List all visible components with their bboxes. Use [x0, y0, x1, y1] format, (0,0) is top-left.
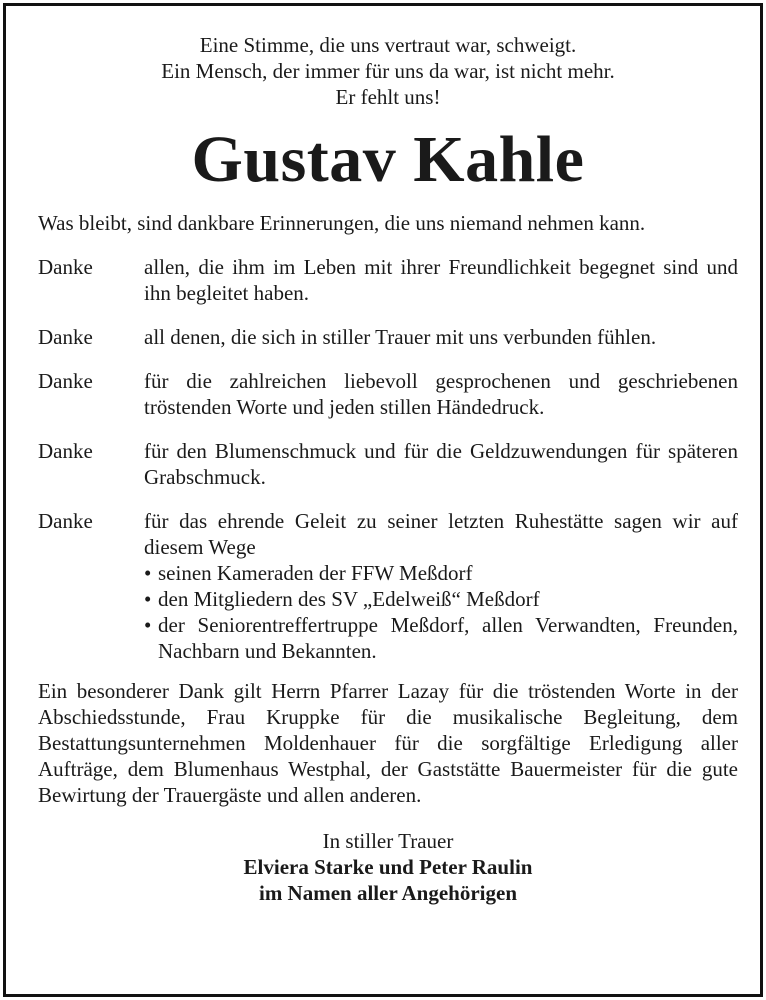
thanks-row — [38, 508, 738, 664]
closing-line-1: In stiller Trauer — [322, 829, 454, 853]
thanks-text: für den Blumenschmuck und für die Geldzuwendungen für späteren Grabschmuck. — [144, 439, 738, 489]
bullet-icon: • — [144, 561, 152, 585]
intro-verse — [38, 32, 738, 110]
list-item-text: seinen Kameraden der FFW Meßdorf — [158, 561, 473, 585]
signatories: Elviera Starke und Peter Raulin — [243, 855, 533, 879]
thanks-label: Danke — [38, 369, 93, 393]
thanks-label: Danke — [38, 439, 93, 463]
thanks-row — [38, 324, 738, 350]
bullet-icon: • — [144, 587, 152, 611]
on-behalf-line: im Namen aller Angehörigen — [258, 881, 517, 905]
notice-content — [38, 32, 738, 906]
special-thanks-paragraph: Ein besonderer Dank gilt Herrn Pfarrer Lazay für die tröstenden Worte in der Abschiedsstunde, Frau Kruppke für die musikalische Begleitung, dem Bestattungsunternehmen Moldenhauer für die sorgfältige Erledigung aller Aufträge, dem Blumenhaus Westphal, der Gaststätte Bauermeister für die gute Bewirtung der Trauergäste und allen anderen. — [38, 679, 738, 807]
obituary-notice — [3, 3, 763, 997]
thanks-text: all denen, die sich in stiller Trauer mit uns verbunden fühlen. — [144, 325, 657, 349]
list-item — [144, 612, 738, 664]
thanks-row — [38, 368, 738, 420]
thanks-text-with-list — [144, 508, 738, 664]
thanks-label: Danke — [38, 325, 93, 349]
list-item — [144, 560, 738, 586]
thanks-text: für die zahlreichen liebevoll gesprochenen und geschriebenen tröstenden Worte und jeden stillen Händedruck. — [144, 369, 738, 419]
bullet-icon: • — [144, 613, 152, 637]
intro-line-2: Ein Mensch, der immer für uns da war, ist nicht mehr. — [161, 59, 615, 83]
thanks-list — [38, 254, 738, 664]
deceased-name: Gustav Kahle — [191, 123, 585, 196]
recipients-list — [144, 560, 738, 664]
thanks-label: Danke — [38, 509, 93, 533]
thanks-text: allen, die ihm im Leben mit ihrer Freundlichkeit begegnet sind und ihn begleitet haben. — [144, 255, 738, 305]
intro-line-3: Er fehlt uns! — [335, 85, 441, 109]
thanks-label: Danke — [38, 255, 93, 279]
list-item-text: den Mitgliedern des SV „Edelweiß“ Meßdorf — [158, 587, 540, 611]
thanks-row — [38, 254, 738, 306]
list-item — [144, 586, 738, 612]
intro-line-1: Eine Stimme, die uns vertraut war, schweigt. — [199, 33, 577, 57]
thanks-text: für das ehrende Geleit zu seiner letzten Ruhestätte sagen wir auf diesem Wege — [144, 509, 738, 559]
list-item-text: der Seniorentreffertruppe Meßdorf, allen Verwandten, Freunden, Nachbarn und Bekannten. — [158, 613, 738, 663]
thanks-row — [38, 438, 738, 490]
closing-signature — [38, 828, 738, 906]
lead-sentence: Was bleibt, sind dankbare Erinnerungen, die uns niemand nehmen kann. — [38, 211, 646, 235]
